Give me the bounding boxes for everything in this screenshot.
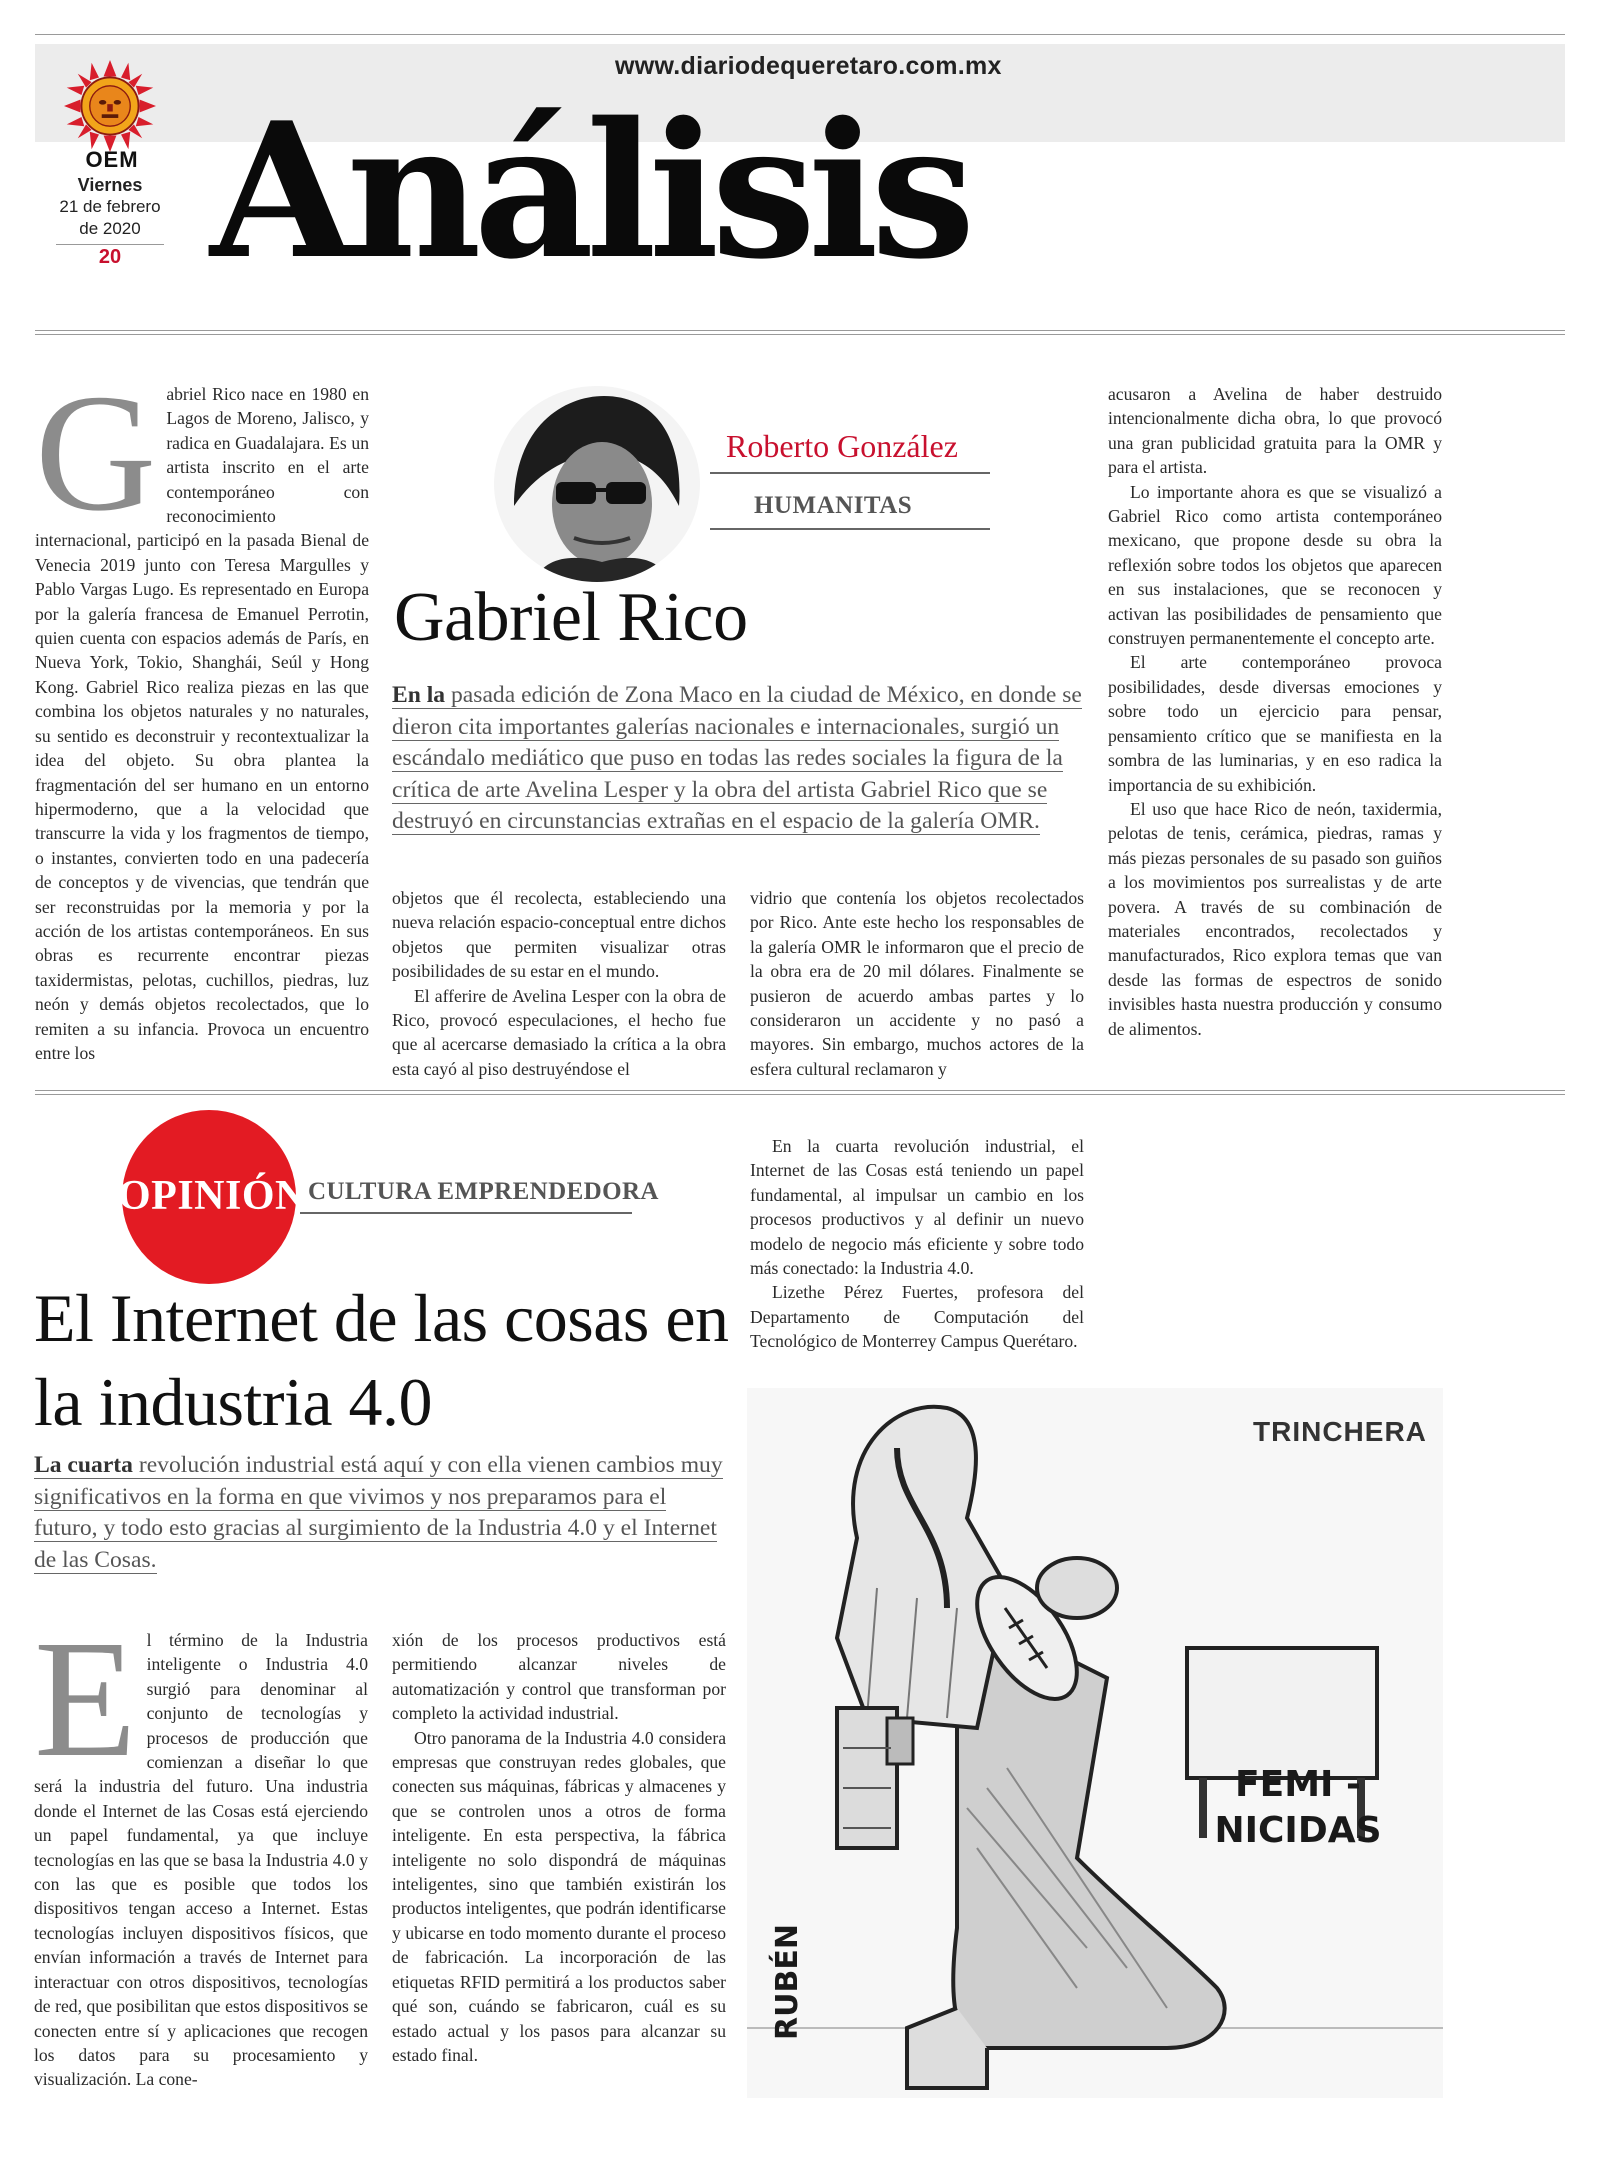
article1-col2-p2: El afferire de Avelina Lesper con la obra de Rico, provocó especulaciones, el hecho fue que al acercarse demasiado la crítica a la obra esta cayó al piso destruyéndose el [392,985,726,1079]
lede-lead-in: La cuarta [34,1452,133,1478]
article1-col4-p3: El arte contemporáneo provoca posibilidades, desde diversas emociones y sobre todo un ejercicio para pensar, pensamiento crítico que se manifiesta en la sombra de las luminarias, y en eso radica la importancia de su exhibición. [1108,652,1442,795]
author-name: Roberto González [726,428,958,464]
cartoon-title: TRINCHERA [1253,1416,1427,1447]
oem-logo: OEM [85,147,139,172]
cartoonist-signature: RUBÉN [770,1924,805,2040]
article2-column-1 [34,1606,368,2092]
article1-col3-text: vidrio que contenía los objetos recolectados por Rico. Ante este hecho los responsables de la galería OMR le informaron que el precio de la obra era de 20 mil dólares. Finalmente se pusieron de acuerdo ambas partes y lo consideraron un accidente y no pasó a mayores. Sin embargo, muchos actores de la esfera cultural reclamaron y [750,888,1084,1079]
opinion-label: OPINIÓN [118,1173,306,1219]
article1-column-2 [392,886,726,1081]
dropcap: G [35,360,157,546]
cartoon-sign-text [1193,1762,1403,1854]
article2-col2-p1: xión de los procesos productivos está permitiendo alcanzar niveles de automatización y control que transforman por completo la actividad industrial. [392,1630,726,1724]
article1-column-3 [750,886,1084,1081]
article1-column-4 [1108,382,1442,1041]
column-name: CULTURA EMPRENDEDORA [308,1178,659,1205]
column-name: HUMANITAS [754,492,913,519]
article2-lede [34,1450,724,1576]
sign-line-1: FEMI - [1235,1764,1361,1805]
article1-col2-p1: objetos que él recolecta, estableciendo una nueva relación espacio-conceptual entre dichos objetos que permiten visualizar otras posibilidades de su estar en el mundo. [392,888,726,982]
article2-headline: El Internet de las cosas en la industria 4.0 [34,1280,729,1440]
section-divider [35,1090,1565,1095]
sign-line-2: NICIDAS [1214,1810,1382,1851]
column-divider [300,1212,632,1214]
editorial-cartoon [747,1388,1443,2098]
site-url[interactable]: www.diariodequeretaro.com.mx [615,52,1002,80]
article2-col1-text: l término de la Industria inteligente o Industria 4.0 surgió para denominar al conjunto de tecnologías y procesos de producción que comienzan a diseñar lo que será la industria del futuro. Una industria donde el Internet de las Cosas está ejerciendo un papel fundamental, ya que incluye tecnologías en las que se basa la Industria 4.0 y con las que es posible que todos los dispositivos tengan acceso a Internet. Estas tecnologías incluyen dispositivos físicos, que envían información a través de Internet para interactuar con otros dispositivos, tecnologías de red, que posibilitan que estos dispositivos se conecten entre sí y aplicaciones que recogen los datos para su procesamiento y visualización. La cone- [34,1630,368,2090]
article1-col4-p2: Lo importante ahora es que se visualizó a Gabriel Rico como artista contemporáneo mexicano, que propone desde su obra la reflexión sobre todos los objetos que aparecen en sus instalaciones, que se reconocen y activan las posibilidades de pensamiento que construyen permanentemente el concepto arte. [1108,481,1442,649]
article1-headline: Gabriel Rico [394,579,748,656]
article2-col3-p1: En la cuarta revolución industrial, el Internet de las Cosas está teniendo un papel fundamental, al impulsar un cambio en los procesos productivos y al definir un nuevo modelo de negocio más eficiente y sobre todo más conectado: la Industria 4.0. [750,1136,1084,1279]
author-divider-top [710,472,990,474]
article2-col3-p2: Lizethe Pérez Fuertes, profesora del Departamento de Computación del Tecnológico de Monterrey Campus Querétaro. [750,1282,1084,1352]
article1-col1-text: abriel Rico nace en 1980 en Lagos de Moreno, Jalisco, y radica en Guadalajara. Es un artista inscrito en el arte contemporáneo con reconocimiento internacional, participó en la pasada Bienal de Venecia 2019 junto con Teresa Margulles y Pablo Vargas Lugo. Es representado en Europa por la galería francesa de Emanuel Perrotin, quien cuenta con espacios además de París, en Nueva York, Tokio, Shanghái, Seúl y Hong Kong. Gabriel Rico realiza piezas en las que combina los objetos naturales y no naturales, su sentido es deconstruir y recontextualizar la idea del objeto. Su obra plantea la fragmentación del ser humano en un entorno hipermoderno, que a la velocidad que transcurre la vida y los fragmentos de tiempo, o instantes, convierten todo en una padecería de conceptos y de vivencias, que tendrán que ser reconstruidas por la memoria y por la acción de los artistas contemporáneos. En sus obras es recurrente encontrar piezas taxidermistas, pelotas, cuchillos, piedras, luz neón y demás objetos recolectados, que lo remiten a su infancia. Provoca un encuentro entre los [35,384,369,1063]
article2-column-2 [392,1628,726,2067]
top-rule [35,34,1565,35]
article1-col4-p4: El uso que hace Rico de neón, taxidermia, pelotas de tenis, cerámica, piedras, ramas y más piezas personales de su pasado son guiños a los movimientos pos surrealistas y de arte povera. A través de su combinación de materiales encontrados, recolectados y manufacturados, Rico explora temas que van desde las formas de espectros de sonido invisibles hasta nuestra producción y consumo de alimentos. [1108,798,1442,1039]
author-divider-bottom [710,528,990,530]
lede-lead-in: En la [392,682,446,708]
article2-col2-p2: Otro panorama de la Industria 4.0 considera empresas que construyan redes globales, que conecten sus máquinas, fábricas y almacenes y que se controlen unos a otros de forma inteligente. En esta perspectiva, la fábrica inteligente no solo dispondrá de máquinas inteligentes, sino que también existirán los productos inteligentes, que podrán identificarse y ubicarse en todo momento durante el proceso de fabricación. La incorporación de las etiquetas RFID permitirá a los productos saber qué son, cuándo se fabricaron, cuál es su estado actual y los pasos para alcanzar su estado final. [392,1727,726,2065]
date-line-2: de 2020 [79,219,141,238]
date-line-1: 21 de febrero [59,197,161,216]
section-title: Análisis [210,81,968,300]
article1-col4-p1: acusaron a Avelina de haber destruido intencionalmente dicha obra, lo que provocó una gran publicidad gratuita para la OMR y para el artista. [1108,384,1442,478]
issue-date [52,174,168,240]
article2-column-3 [750,1134,1084,1354]
masthead-bottom-rule [35,330,1565,335]
weekday: Viernes [77,175,143,195]
dropcap: E [34,1606,137,1792]
date-divider [56,244,164,245]
lede-text: revolución industrial está aquí y con ella vienen cambios muy significativos en la forma en que vivimos y nos preparamos para el futuro, y todo esto gracias al surgimiento de la Industria 4.0 y el Internet de las Cosas. [34,1452,723,1573]
lede-text: pasada edición de Zona Maco en la ciudad de México, en donde se dieron cita importantes galerías nacionales e internacionales, surgió un escándalo mediático que puso en todas las redes sociales la figura de la crítica de arte Avelina Lesper y la obra del artista Gabriel Rico que se destruyó en circunstancias extrañas en el espacio de la galería OMR. [392,682,1082,835]
author-photo [494,386,700,582]
page-number: 20 [98,246,122,268]
article1-lede [392,680,1084,838]
article1-column-1 [35,360,369,1065]
sun-logo-icon [64,60,156,152]
